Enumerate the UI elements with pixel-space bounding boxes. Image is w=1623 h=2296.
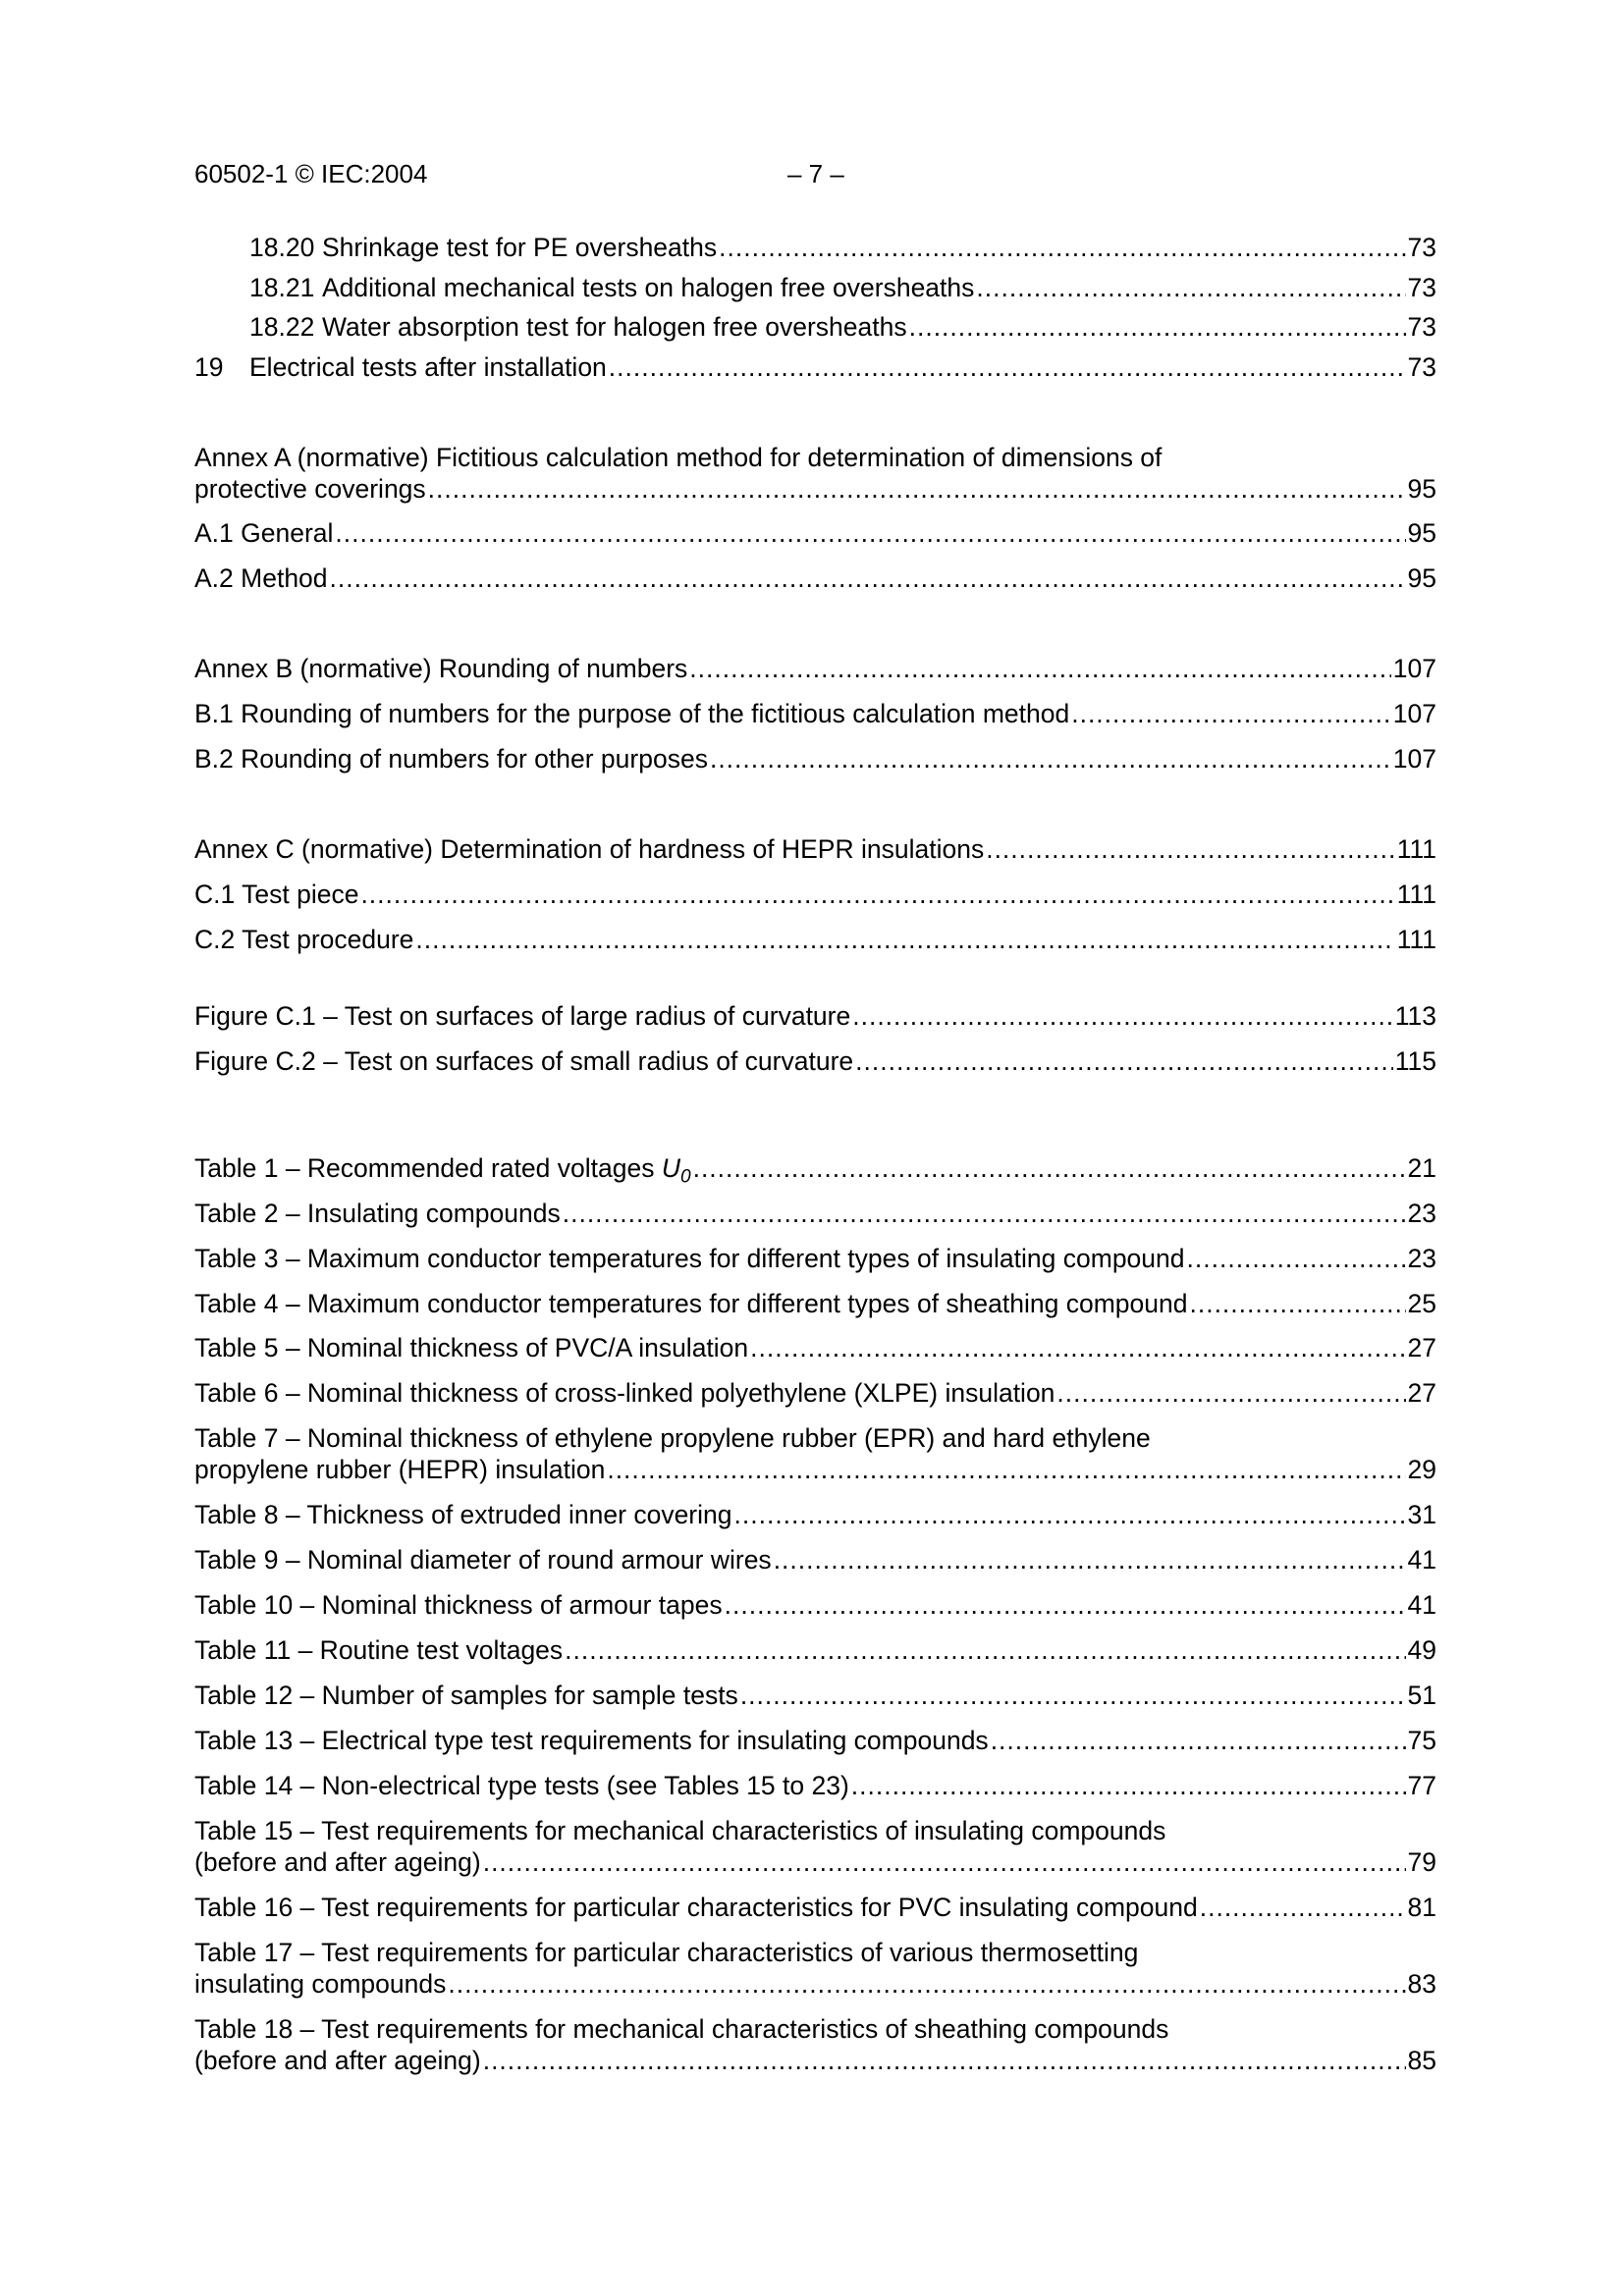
dot-leader bbox=[909, 311, 1406, 343]
toc-entry-label: protective coverings bbox=[194, 474, 426, 504]
toc-page-number[interactable]: 31 bbox=[1407, 1500, 1436, 1529]
dot-leader bbox=[1056, 1377, 1405, 1409]
dot-leader bbox=[483, 2045, 1406, 2076]
toc-entry-number: 18.20 bbox=[249, 233, 315, 262]
toc-entry[interactable] bbox=[194, 442, 1436, 505]
dot-leader bbox=[330, 562, 1406, 594]
toc-entry[interactable] bbox=[194, 1499, 1436, 1530]
dot-leader bbox=[563, 1198, 1406, 1229]
toc-page-number[interactable]: 95 bbox=[1407, 518, 1436, 548]
toc-entry-label: Table 16 – Test requirements for particular characteristics for PVC insulating compound bbox=[194, 1893, 1198, 1922]
toc-page-number[interactable]: 81 bbox=[1407, 1893, 1436, 1922]
toc-entry-label: Table 4 – Maximum conductor temperatures for different types of sheathing compound bbox=[194, 1289, 1188, 1318]
dot-leader bbox=[725, 1589, 1406, 1621]
toc-entry-label: propylene rubber (HEPR) insulation bbox=[194, 1455, 606, 1484]
toc-entry[interactable] bbox=[194, 653, 1436, 684]
voltage-symbol: $U_0$ bbox=[661, 1153, 691, 1188]
toc-page-number[interactable]: 107 bbox=[1392, 744, 1436, 774]
toc-entry-line bbox=[194, 351, 1436, 383]
toc-entry-label: Water absorption test for halogen free oversheaths bbox=[322, 312, 907, 342]
toc-page-number[interactable]: 111 bbox=[1396, 834, 1436, 864]
toc-entry[interactable] bbox=[194, 1152, 1436, 1194]
toc-entry-label: Table 6 – Nominal thickness of cross-linked polyethylene (XLPE) insulation bbox=[194, 1378, 1055, 1408]
toc-entry-label: Additional mechanical tests on halogen free oversheaths bbox=[322, 273, 975, 302]
toc-entry-label: Table 13 – Electrical type test requirements for insulating compounds bbox=[194, 1726, 989, 1755]
toc-page-number[interactable]: 79 bbox=[1407, 1847, 1436, 1877]
toc-entry[interactable] bbox=[249, 232, 1436, 263]
toc-entry-line bbox=[194, 1634, 1436, 1666]
toc-page-number[interactable]: 23 bbox=[1407, 1199, 1436, 1228]
toc-page-number[interactable]: 107 bbox=[1392, 654, 1436, 683]
toc-entry-line bbox=[194, 1198, 1436, 1229]
toc-entry-label: Annex C (normative) Determination of hardness of HEPR insulations bbox=[194, 834, 985, 864]
toc-entry-line bbox=[194, 698, 1436, 729]
toc-page-number[interactable]: 113 bbox=[1394, 1001, 1436, 1031]
toc-entry[interactable] bbox=[194, 351, 1436, 383]
toc-entry-title-line: Table 7 – Nominal thickness of ethylene propylene rubber (EPR) and hard ethylene bbox=[194, 1423, 1151, 1453]
toc-entry-line bbox=[194, 1770, 1436, 1801]
toc-entry-line bbox=[194, 1499, 1436, 1530]
toc-entry-line bbox=[194, 1454, 1436, 1485]
toc-entry[interactable] bbox=[249, 311, 1436, 343]
document-identifier: 60502-1 © IEC:2004 bbox=[194, 159, 428, 188]
toc-page-number[interactable]: 51 bbox=[1407, 1681, 1436, 1710]
toc-page-number[interactable]: 29 bbox=[1407, 1455, 1436, 1484]
toc-entry-label: (before and after ageing) bbox=[194, 2046, 481, 2075]
toc-page-number[interactable]: 75 bbox=[1407, 1726, 1436, 1755]
toc-page-number[interactable]: 107 bbox=[1392, 699, 1436, 728]
toc-page-number[interactable]: 115 bbox=[1394, 1046, 1436, 1076]
toc-entry[interactable] bbox=[249, 272, 1436, 303]
page-number: – 7 – bbox=[787, 159, 844, 188]
toc-entry[interactable] bbox=[194, 833, 1436, 865]
toc-entry[interactable] bbox=[194, 1680, 1436, 1711]
toc-entry-label: Table 3 – Maximum conductor temperatures for different types of insulating compound bbox=[194, 1244, 1185, 1273]
toc-entry-label: Annex B (normative) Rounding of numbers bbox=[194, 654, 688, 683]
toc-page-number[interactable]: 73 bbox=[1407, 312, 1436, 342]
toc-entry-line bbox=[194, 653, 1436, 684]
toc-page-number[interactable]: 95 bbox=[1407, 563, 1436, 593]
toc-entry[interactable] bbox=[194, 1589, 1436, 1621]
dot-leader bbox=[852, 1000, 1393, 1032]
toc-entry[interactable] bbox=[194, 1815, 1436, 1878]
toc-entry-label: Shrinkage test for PE oversheaths bbox=[322, 233, 718, 262]
dot-leader bbox=[689, 653, 1390, 684]
toc-entry-line bbox=[194, 743, 1436, 774]
dot-leader bbox=[607, 1454, 1405, 1485]
dot-leader bbox=[428, 473, 1406, 505]
toc-entry[interactable] bbox=[194, 1634, 1436, 1666]
toc-entry[interactable] bbox=[194, 1045, 1436, 1077]
dot-leader bbox=[1187, 1243, 1406, 1274]
toc-entry[interactable] bbox=[194, 1725, 1436, 1756]
toc-page-number[interactable]: 21 bbox=[1407, 1153, 1436, 1183]
toc-entry[interactable] bbox=[194, 924, 1436, 955]
dot-leader bbox=[609, 351, 1406, 383]
toc-page-number[interactable]: 111 bbox=[1396, 880, 1436, 909]
dot-leader bbox=[1200, 1892, 1406, 1923]
dot-leader bbox=[855, 1045, 1393, 1077]
toc-page-number[interactable]: 95 bbox=[1407, 474, 1436, 504]
toc-entry-line bbox=[194, 1892, 1436, 1923]
dot-leader bbox=[750, 1332, 1405, 1363]
toc-entry-title-line: Table 17 – Test requirements for particular characteristics of various thermosetting bbox=[194, 1938, 1139, 1967]
toc-entry[interactable] bbox=[194, 743, 1436, 774]
dot-leader bbox=[448, 1968, 1405, 2000]
toc-page-number[interactable]: 111 bbox=[1396, 925, 1436, 954]
toc-entry[interactable] bbox=[194, 1000, 1436, 1032]
toc-entry-line bbox=[194, 1589, 1436, 1621]
toc-entry-label: Table 2 – Insulating compounds bbox=[194, 1199, 561, 1228]
toc-entry-line bbox=[194, 1243, 1436, 1274]
toc-entry-line bbox=[194, 2045, 1436, 2076]
toc-page-number[interactable]: 25 bbox=[1407, 1289, 1436, 1318]
toc-entry-line bbox=[194, 879, 1436, 910]
toc-entry-line bbox=[194, 1377, 1436, 1409]
dot-leader bbox=[1071, 698, 1391, 729]
toc-entry[interactable] bbox=[194, 2013, 1436, 2076]
toc-entry-label: Table 5 – Nominal thickness of PVC/A insulation bbox=[194, 1333, 749, 1362]
toc-entry-label: Electrical tests after installation bbox=[249, 352, 607, 382]
toc-entry-title-line: Table 15 – Test requirements for mechanical characteristics of insulating compounds bbox=[194, 1816, 1166, 1845]
toc-entry-line bbox=[194, 1968, 1436, 2000]
toc-entry-label: (before and after ageing) bbox=[194, 1847, 481, 1877]
toc-entry[interactable] bbox=[194, 1243, 1436, 1274]
toc-page-number[interactable]: 73 bbox=[1407, 273, 1436, 302]
toc-entry-label: Table 10 – Nominal thickness of armour tapes bbox=[194, 1590, 723, 1620]
toc-entry-line bbox=[194, 1000, 1436, 1032]
toc-entry-line bbox=[194, 1725, 1436, 1756]
toc-entry[interactable] bbox=[194, 1770, 1436, 1801]
dot-leader bbox=[851, 1770, 1406, 1801]
toc-entry-label: Table 9 – Nominal diameter of round armour wires bbox=[194, 1545, 772, 1575]
toc-entry-line bbox=[194, 473, 1436, 505]
toc-entry[interactable] bbox=[194, 879, 1436, 910]
toc-entry-label: C.1 Test piece bbox=[194, 880, 359, 909]
toc-entry-label: Table 14 – Non-electrical type tests (see Tables 15 to 23) bbox=[194, 1771, 849, 1800]
toc-entry[interactable] bbox=[194, 1544, 1436, 1575]
toc-entry-line bbox=[194, 1846, 1436, 1878]
toc-entry-number: 18.22 bbox=[249, 312, 315, 342]
dot-leader bbox=[991, 1725, 1406, 1756]
toc-entry-label: Table 8 – Thickness of extruded inner covering bbox=[194, 1500, 732, 1529]
toc-page-number[interactable]: 27 bbox=[1407, 1378, 1436, 1408]
dot-leader bbox=[415, 924, 1394, 955]
toc-entry[interactable] bbox=[194, 517, 1436, 549]
toc-entry-label: B.2 Rounding of numbers for other purposes bbox=[194, 744, 708, 774]
dot-leader bbox=[976, 272, 1405, 303]
toc-entry[interactable] bbox=[194, 1288, 1436, 1319]
toc-page-number[interactable]: 23 bbox=[1407, 1244, 1436, 1273]
toc-entry-label: A.1 General bbox=[194, 518, 334, 548]
toc-entry-line bbox=[194, 562, 1436, 594]
toc-entry-label: Figure C.2 – Test on surfaces of small radius of curvature bbox=[194, 1046, 854, 1076]
toc-entry[interactable] bbox=[194, 1422, 1436, 1485]
toc-page-number[interactable]: 27 bbox=[1407, 1333, 1436, 1362]
toc-entry-line bbox=[194, 517, 1436, 549]
toc-entry-label: insulating compounds bbox=[194, 1969, 447, 1999]
toc-entry-label: Table 12 – Number of samples for sample tests bbox=[194, 1681, 738, 1710]
toc-page-number[interactable]: 73 bbox=[1407, 233, 1436, 262]
toc-page-number[interactable]: 41 bbox=[1407, 1545, 1436, 1575]
toc-entry[interactable] bbox=[194, 1937, 1436, 2000]
dot-leader bbox=[335, 517, 1405, 549]
toc-entry-line bbox=[194, 833, 1436, 865]
toc-page-number[interactable]: 49 bbox=[1407, 1635, 1436, 1665]
dot-leader bbox=[483, 1846, 1406, 1878]
dot-leader bbox=[693, 1152, 1406, 1184]
dot-leader bbox=[740, 1680, 1406, 1711]
dot-leader bbox=[734, 1499, 1406, 1530]
dot-leader bbox=[1189, 1288, 1405, 1319]
toc-entry-number: 19 bbox=[194, 352, 224, 382]
toc-entry-line bbox=[194, 1045, 1436, 1077]
toc-entry[interactable] bbox=[194, 1332, 1436, 1363]
voltage-subscript: 0 bbox=[679, 1166, 691, 1188]
toc-entry-line bbox=[194, 1288, 1436, 1319]
toc-entry[interactable] bbox=[194, 1198, 1436, 1229]
toc-entry-title-line: Annex A (normative) Fictitious calculation method for determination of dimensions of bbox=[194, 443, 1163, 472]
toc-page-number[interactable]: 85 bbox=[1407, 2046, 1436, 2075]
toc-entry-line bbox=[194, 924, 1436, 955]
dot-leader bbox=[360, 879, 1394, 910]
dot-leader bbox=[565, 1634, 1405, 1666]
toc-entry-label: A.2 Method bbox=[194, 563, 328, 593]
toc-entry[interactable] bbox=[194, 562, 1436, 594]
toc-entry-line bbox=[194, 1680, 1436, 1711]
toc-entry-line bbox=[249, 272, 1436, 303]
toc-page-number[interactable]: 77 bbox=[1407, 1771, 1436, 1800]
toc-entry-label: C.2 Test procedure bbox=[194, 925, 414, 954]
toc-entry-label: Figure C.1 – Test on surfaces of large radius of curvature bbox=[194, 1001, 851, 1031]
toc-entry[interactable] bbox=[194, 1377, 1436, 1409]
toc-entry-line bbox=[194, 1152, 1436, 1194]
toc-page-number[interactable]: 41 bbox=[1407, 1590, 1436, 1620]
toc-page-number[interactable]: 83 bbox=[1407, 1969, 1436, 1999]
toc-entry-label: Table 1 – Recommended rated voltages $U_0$ bbox=[194, 1153, 691, 1188]
toc-entry-title-line: Table 18 – Test requirements for mechanical characteristics of sheathing compounds bbox=[194, 2014, 1169, 2044]
toc-entry[interactable] bbox=[194, 698, 1436, 729]
toc-entry-line bbox=[249, 311, 1436, 343]
toc-entry-label: Table 11 – Routine test voltages bbox=[194, 1635, 564, 1665]
dot-leader bbox=[710, 743, 1391, 774]
toc-entry-line bbox=[249, 232, 1436, 263]
toc-entry-label: B.1 Rounding of numbers for the purpose of the fictitious calculation method bbox=[194, 699, 1070, 728]
toc-entry-line bbox=[194, 1544, 1436, 1575]
dot-leader bbox=[774, 1544, 1406, 1575]
toc-entry-line bbox=[194, 1332, 1436, 1363]
toc-page-number[interactable]: 73 bbox=[1407, 352, 1436, 382]
toc-entry[interactable] bbox=[194, 1892, 1436, 1923]
dot-leader bbox=[719, 232, 1405, 263]
toc-entry-number: 18.21 bbox=[249, 273, 315, 302]
dot-leader bbox=[986, 833, 1395, 865]
